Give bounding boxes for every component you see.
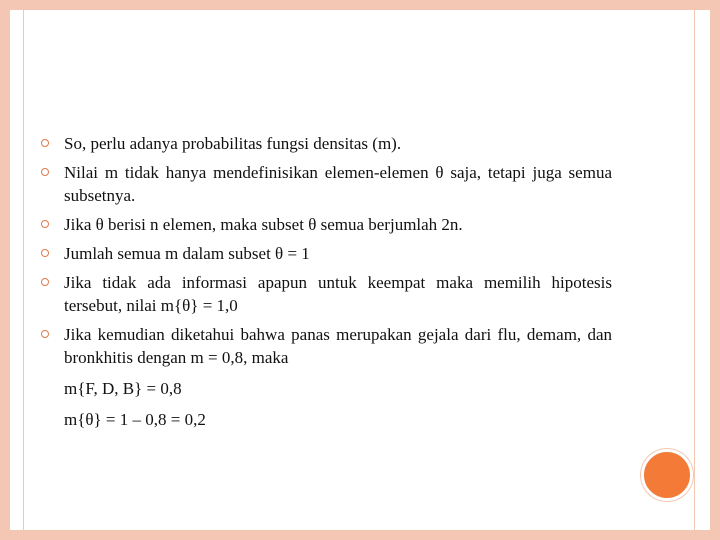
bullet-ring-icon xyxy=(41,220,49,228)
bullet-ring-icon xyxy=(41,139,49,147)
bullet-ring-icon xyxy=(41,278,49,286)
bullet-item xyxy=(40,271,612,317)
bullet-item xyxy=(40,161,612,207)
continuation-line: m{F, D, B} = 0,8 xyxy=(64,379,182,398)
bullet-ring-icon xyxy=(41,249,49,257)
bullet-text: Jika tidak ada informasi apapun untuk keempat maka memilih hipotesis tersebut, nilai m{θ} = 1,0 xyxy=(64,273,612,315)
bullet-ring-icon xyxy=(41,330,49,338)
bullet-text: So, perlu adanya probabilitas fungsi densitas (m). xyxy=(64,134,402,153)
bullet-item xyxy=(40,242,612,265)
slide-content xyxy=(40,132,612,431)
bullet-item xyxy=(40,323,612,369)
bullet-text: Jika kemudian diketahui bahwa panas merupakan gejala dari flu, demam, dan bronkhitis dengan m = 0,8, maka xyxy=(64,325,612,367)
continuation-line: m{θ} = 1 – 0,8 = 0,2 xyxy=(64,410,206,429)
bullet-text: Jika θ berisi n elemen, maka subset θ semua berjumlah 2n. xyxy=(64,215,463,234)
left-frame-rule xyxy=(23,10,24,530)
bullet-text: Jumlah semua m dalam subset θ = 1 xyxy=(64,244,310,263)
decorative-circle-icon xyxy=(641,449,693,501)
right-frame-rule xyxy=(694,10,695,530)
bullet-text: Nilai m tidak hanya mendefinisikan elemen-elemen θ saja, tetapi juga semua subsetnya. xyxy=(64,163,612,205)
bullet-item xyxy=(40,132,612,155)
bullet-item xyxy=(40,213,612,236)
bullet-ring-icon xyxy=(41,168,49,176)
